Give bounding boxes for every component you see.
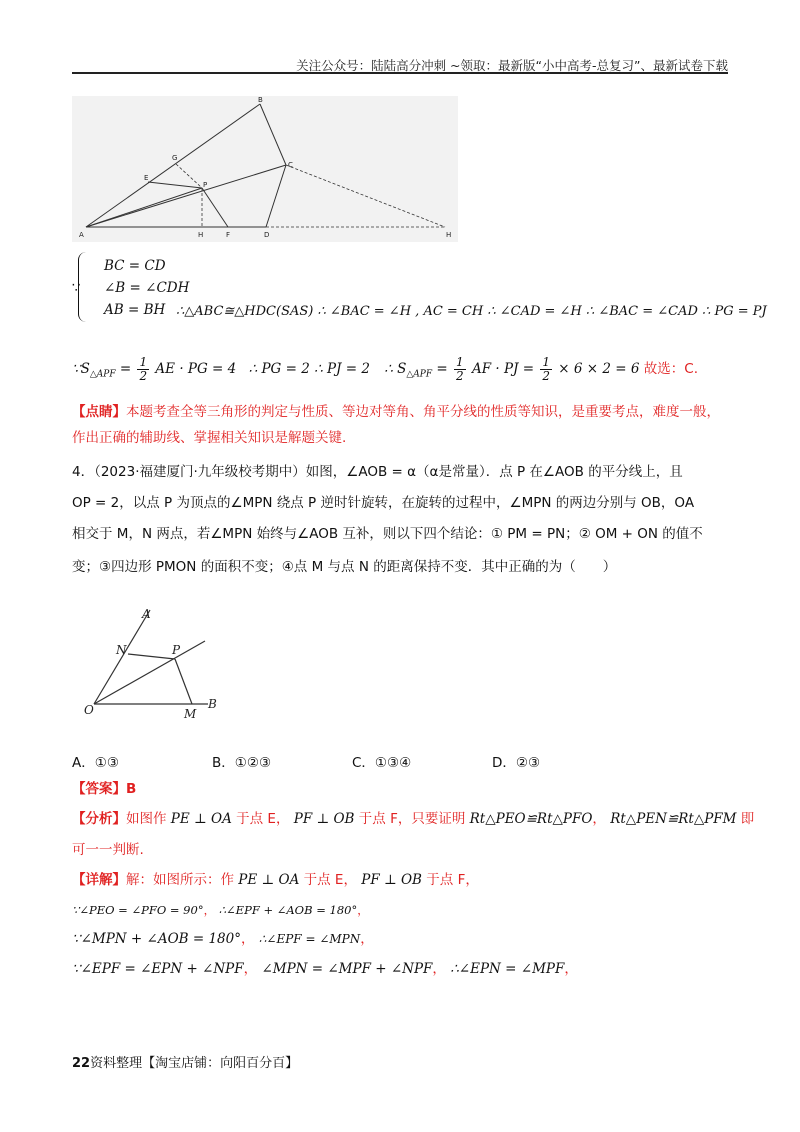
q4-line-3: 相交于 M，N 两点，若∠MPN 始终与∠AOB 互补，则以下四个结论：① PM = PN；② OM + ON 的值不	[72, 526, 703, 542]
half-fraction-3: $\frac{1}{2}$	[542, 355, 550, 383]
area-rest: AE · PG = 4	[155, 361, 237, 377]
figure-2-svg	[80, 604, 230, 724]
fig2-label-M: M	[184, 707, 197, 721]
because-symbol: ∵	[72, 280, 81, 296]
comment-text: 本题考查全等三角形的判定与性质、等边对等角、角平分线的性质等知识，是重要考点，难度一般，作出正确的辅助线、掌握相关知识是解题关键.	[72, 404, 720, 446]
s2-prefix: ∴ S	[384, 361, 407, 377]
s2-subscript: △APF	[406, 369, 433, 380]
half-fraction-2: $\frac{1}{2}$	[456, 355, 464, 383]
analysis-tag: 【分析】	[72, 811, 126, 827]
fig1-label-H1: H	[198, 231, 204, 239]
detail-line-3: ∵∠MPN + ∠AOB = 180°， ∴∠EPF = ∠MPN，	[72, 931, 374, 947]
area-line	[72, 356, 698, 385]
option-b[interactable]: B．①②③	[212, 755, 272, 771]
area-prefix: ∵S	[72, 361, 90, 377]
option-d[interactable]: D．②③	[492, 755, 541, 771]
detail-line-2: ∵∠PEO = ∠PFO = 90°， ∴∠EPF + ∠AOB = 180°，	[72, 903, 369, 917]
q4-line-4: 变；③四边形 PMON 的面积不变；④点 M 与点 N 的距离保持不变．其中正确的为（ ）	[72, 559, 617, 575]
analysis-line-1: 【分析】如图作 PE ⊥ OA 于点 E， PF ⊥ OB 于点 F，只要证明 Rt△PEO≌Rt△PFO， Rt△PEN≌Rt△PFM 即	[72, 811, 755, 827]
s2-mid: AF · PJ =	[471, 361, 535, 377]
answer-tag: 【答案】	[72, 781, 126, 797]
half-fraction-1: $\frac{1}{2}$	[139, 355, 148, 383]
answer-value: B	[126, 781, 137, 797]
comment-tag: 【点睛】	[72, 404, 126, 420]
option-c[interactable]: C．①③④	[352, 755, 412, 771]
system-brace	[78, 252, 91, 322]
fig2-label-B: B	[208, 697, 217, 711]
analysis-line-2: 可一一判断.	[72, 842, 144, 858]
fig2-label-A: A	[142, 607, 151, 621]
page-header: 关注公众号：陆陆高分冲刺 ~领取：最新版“小中高考-总复习”、最新试卷下载	[296, 58, 728, 73]
fig1-label-F: F	[226, 231, 231, 239]
geometry-figure-1	[72, 96, 458, 242]
option-a[interactable]: A．①③	[72, 755, 119, 771]
fig2-label-P: P	[172, 643, 181, 657]
page-number: 22	[72, 1056, 91, 1071]
system-eq-2: ∠B = ∠CDH	[104, 280, 190, 296]
detail-line-4: ∵∠EPF = ∠EPN + ∠NPF， ∠MPN = ∠MPF + ∠NPF， ∴∠EPN = ∠MPF，	[72, 961, 578, 977]
pg-result: ∴ PG = 2 ∴ PJ = 2	[248, 361, 370, 377]
fig1-label-H2: H	[446, 231, 452, 239]
q4-line-2: OP = 2，以点 P 为顶点的∠MPN 绕点 P 逆时针旋转，在旋转的过程中，∠MPN 的两边分别与 OB，OA	[72, 495, 695, 511]
detail-tag: 【详解】	[72, 872, 126, 888]
fig2-label-N: N	[116, 643, 127, 657]
figure-1-svg	[72, 96, 458, 242]
fig1-label-E: E	[144, 174, 149, 182]
proof-conclusion: ∴△ABC≅△HDC(SAS) ∴ ∠BAC = ∠H , AC = CH ∴ ∠CAD = ∠H ∴ ∠BAC = ∠CAD ∴ PG = PJ	[176, 304, 767, 319]
fig1-label-A: A	[79, 231, 84, 239]
area-subscript: △APF	[89, 369, 116, 380]
page-footer	[72, 1052, 298, 1071]
footer-text: 资料整理【淘宝店铺：向阳百分百】	[90, 1056, 299, 1071]
fig1-label-B: B	[258, 96, 263, 104]
q4-line-1: 4．（2023·福建厦门·九年级校考期中）如图，∠AOB = α（α是常量）．点 P 在∠AOB 的平分线上，且	[72, 464, 683, 480]
geometry-figure-2	[80, 604, 230, 724]
choice-result: 故选：C.	[643, 361, 698, 377]
comment-paragraph	[72, 399, 728, 451]
fig1-label-D: D	[264, 231, 270, 239]
fig1-label-P: P	[203, 181, 208, 189]
fig1-label-C: C	[288, 161, 293, 169]
detail-line-1: 【详解】解：如图所示：作 PE ⊥ OA 于点 E， PF ⊥ OB 于点 F，	[72, 872, 479, 888]
header-divider	[72, 72, 728, 74]
system-eq-3: AB = BH	[104, 302, 166, 318]
fig1-label-G: G	[172, 154, 178, 162]
fig2-label-O: O	[84, 703, 94, 717]
system-eq-1: BC = CD	[104, 258, 166, 274]
area-equals: =	[119, 361, 132, 377]
s2-equals: =	[436, 361, 448, 377]
s2-end: × 6 × 2 = 6	[558, 361, 640, 377]
answer-line	[72, 779, 136, 799]
